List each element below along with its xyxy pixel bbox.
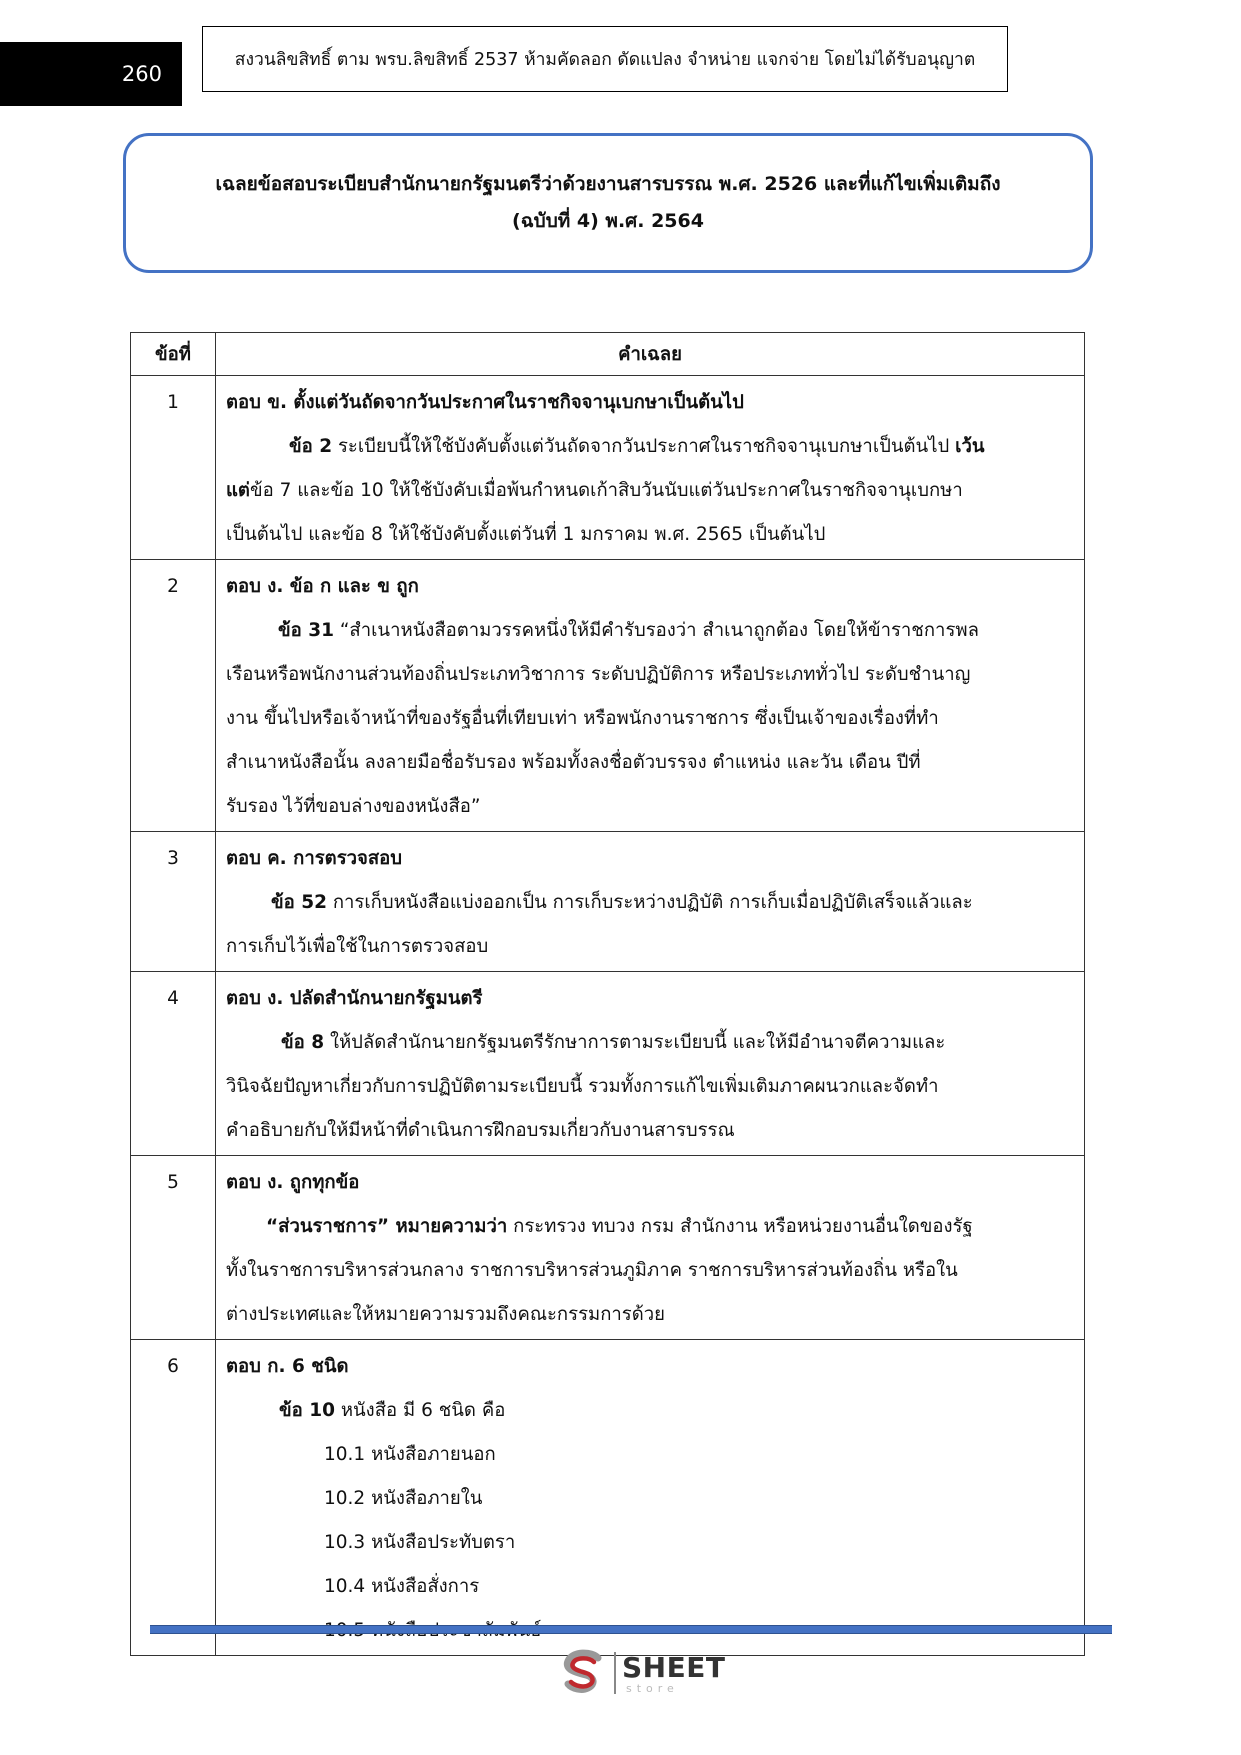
answer-cell — [216, 832, 1085, 972]
answer-cell — [216, 560, 1085, 832]
answer-cell — [216, 1340, 1085, 1656]
table-row — [131, 832, 1085, 972]
title-line-2: (ฉบับที่ 4) พ.ศ. 2564 — [512, 210, 704, 232]
explanation-line: ทั้งในราชการบริหารส่วนกลาง ราชการบริหารส่วนภูมิภาค ราชการบริหารส่วนท้องถิ่น หรือใน — [226, 1260, 958, 1281]
logo-text: SHEET — [622, 1651, 726, 1684]
row-number: 5 — [131, 1156, 216, 1340]
logo-subtext: store — [626, 1682, 679, 1695]
answer-choice: ตอบ ง. ถูกทุกข้อ — [226, 1172, 360, 1193]
row-number: 4 — [131, 972, 216, 1156]
row-number: 2 — [131, 560, 216, 832]
explanation-line: รับรอง ไว้ที่ขอบล่างของหนังสือ” — [226, 796, 481, 817]
table-row — [131, 1340, 1085, 1656]
sheet-store-s-logo-icon — [558, 1648, 608, 1698]
answer-choice: ตอบ ข. ตั้งแต่วันถัดจากวันประกาศในราชกิจจานุเบกษาเป็นต้นไป — [226, 392, 744, 413]
answer-choice: ตอบ ค. การตรวจสอบ — [226, 848, 403, 869]
document-title — [123, 133, 1093, 273]
copyright-notice: สงวนลิขสิทธิ์ ตาม พรบ.ลิขสิทธิ์ 2537 ห้ามคัดลอก ดัดแปลง จำหน่าย แจกจ่าย โดยไม่ได้รับอนุญาต — [202, 26, 1008, 92]
table-row — [131, 1156, 1085, 1340]
explanation-line: ข้อ 8 ให้ปลัดสำนักนายกรัฐมนตรีรักษาการตามระเบียบนี้ และให้มีอำนาจตีความและ — [281, 1032, 946, 1053]
logo-separator — [614, 1652, 616, 1694]
page-number: 260 — [0, 42, 182, 106]
explanation-line: สำเนาหนังสือนั้น ลงลายมือชื่อรับรอง พร้อมทั้งลงชื่อตัวบรรจง ตำแหน่ง และวัน เดือน ปีที่ — [226, 752, 921, 773]
table-row — [131, 972, 1085, 1156]
list-item: 10.2 หนังสือภายใน — [324, 1488, 483, 1509]
explanation-line: “ส่วนราชการ” หมายความว่า กระทรวง ทบวง กรม สำนักงาน หรือหน่วยงานอื่นใดของรัฐ — [266, 1216, 973, 1237]
explanation-line: เป็นต้นไป และข้อ 8 ให้ใช้บังคับตั้งแต่วันที่ 1 มกราคม พ.ศ. 2565 เป็นต้นไป — [226, 524, 826, 545]
answer-choice: ตอบ ง. ปลัดสำนักนายกรัฐมนตรี — [226, 988, 483, 1009]
explanation-line: ต่างประเทศและให้หมายความรวมถึงคณะกรรมการด้วย — [226, 1304, 665, 1325]
column-header-number: ข้อที่ — [131, 333, 216, 376]
sheet-store-logo — [558, 1648, 758, 1698]
explanation-line: ข้อ 10 หนังสือ มี 6 ชนิด คือ — [279, 1400, 506, 1421]
answer-table — [130, 332, 1085, 1656]
footer-divider — [150, 1625, 1112, 1634]
title-line-1: เฉลยข้อสอบระเบียบสำนักนายกรัฐมนตรีว่าด้วยงานสารบรรณ พ.ศ. 2526 และที่แก้ไขเพิ่มเติมถึง — [215, 172, 1001, 195]
answer-choice: ตอบ ก. 6 ชนิด — [226, 1356, 349, 1377]
explanation-line: ข้อ 31 “สำเนาหนังสือตามวรรคหนึ่งให้มีคำรับรองว่า สำเนาถูกต้อง โดยให้ข้าราชการพล — [278, 620, 979, 641]
answer-cell — [216, 376, 1085, 560]
list-item: 10.1 หนังสือภายนอก — [324, 1444, 496, 1465]
row-number: 3 — [131, 832, 216, 972]
answer-cell — [216, 972, 1085, 1156]
answer-cell — [216, 1156, 1085, 1340]
explanation-line: ข้อ 2 ระเบียบนี้ให้ใช้บังคับตั้งแต่วันถัดจากวันประกาศในราชกิจจานุเบกษาเป็นต้นไป เว้น — [289, 436, 985, 457]
row-number: 6 — [131, 1340, 216, 1656]
column-header-answer: คำเฉลย — [216, 333, 1085, 376]
list-item: 10.3 หนังสือประทับตรา — [324, 1532, 516, 1553]
table-row — [131, 376, 1085, 560]
table-header-row — [131, 333, 1085, 376]
answer-choice: ตอบ ง. ข้อ ก และ ข ถูก — [226, 576, 419, 597]
row-number: 1 — [131, 376, 216, 560]
explanation-line: เรือนหรือพนักงานส่วนท้องถิ่นประเภทวิชาการ ระดับปฏิบัติการ หรือประเภททั่วไป ระดับชำนาญ — [226, 664, 971, 685]
list-item: 10.4 หนังสือสั่งการ — [324, 1576, 480, 1597]
explanation-line: แต่ข้อ 7 และข้อ 10 ให้ใช้บังคับเมื่อพ้นกำหนดเก้าสิบวันนับแต่วันประกาศในราชกิจจานุเบกษา — [226, 480, 963, 501]
table-row — [131, 560, 1085, 832]
explanation-line: วินิจฉัยปัญหาเกี่ยวกับการปฏิบัติตามระเบียบนี้ รวมทั้งการแก้ไขเพิ่มเติมภาคผนวกและจัดทำ — [226, 1076, 939, 1097]
explanation-line: คำอธิบายกับให้มีหน้าที่ดำเนินการฝึกอบรมเกี่ยวกับงานสารบรรณ — [226, 1120, 735, 1141]
explanation-line: การเก็บไว้เพื่อใช้ในการตรวจสอบ — [226, 936, 489, 957]
explanation-line: ข้อ 52 การเก็บหนังสือแบ่งออกเป็น การเก็บระหว่างปฏิบัติ การเก็บเมื่อปฏิบัติเสร็จแล้วและ — [271, 892, 973, 913]
explanation-line: งาน ขึ้นไปหรือเจ้าหน้าที่ของรัฐอื่นที่เทียบเท่า หรือพนักงานราชการ ซึ่งเป็นเจ้าของเรื่องที่ทำ — [226, 708, 939, 729]
